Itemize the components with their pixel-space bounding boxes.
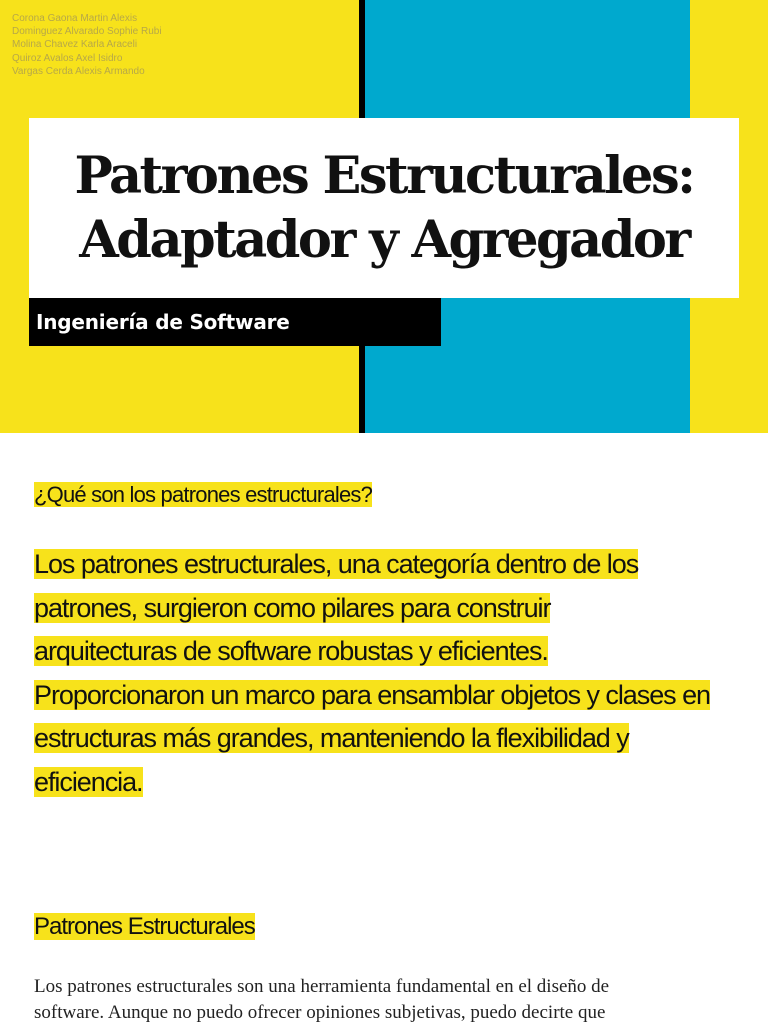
- intro-paragraph: [34, 543, 754, 804]
- section-heading: [34, 910, 255, 944]
- body-line: software. Aunque no puedo ofrecer opiniones subjetivas, puedo decirte que: [34, 1002, 606, 1023]
- paragraph-line: Proporcionaron un marco para ensamblar objetos y clases en: [34, 679, 710, 710]
- document-title-line-2: Adaptador y Agregador: [79, 210, 689, 270]
- authors-list: [12, 12, 342, 78]
- section-heading-text: Patrones Estructurales: [34, 913, 255, 940]
- paragraph-line: arquitecturas de software robustas y eficientes.: [34, 636, 548, 666]
- author-name: Vargas Cerda Alexis Armando: [12, 65, 145, 77]
- author-name: Quiroz Avalos Axel Isidro: [12, 52, 123, 64]
- document-title-line-1: Patrones Estructurales:: [74, 146, 694, 206]
- paragraph-line: estructuras más grandes, manteniendo la flexibilidad y: [34, 723, 629, 753]
- paragraph-line: Los patrones estructurales, una categoría dentro de los: [34, 549, 639, 579]
- paragraph-line: patrones, surgieron como pilares para construir: [34, 592, 551, 623]
- author-name: Molina Chavez Karla Araceli: [12, 39, 138, 51]
- subtitle-box: [29, 298, 441, 346]
- question-text: ¿Qué son los patrones estructurales?: [34, 482, 373, 507]
- title-box: [29, 118, 739, 298]
- cover-section: [0, 0, 768, 433]
- body-line: Los patrones estructurales son una herramienta fundamental en el diseño de: [34, 976, 610, 997]
- author-name: Dominguez Alvarado Sophie Rubi: [12, 26, 162, 38]
- body-text: [34, 974, 754, 1026]
- paragraph-line: eficiencia.: [34, 766, 143, 797]
- question-heading: [34, 478, 372, 512]
- author-name: Corona Gaona Martin Alexis: [12, 13, 138, 24]
- document-subtitle: Ingeniería de Software: [36, 310, 290, 334]
